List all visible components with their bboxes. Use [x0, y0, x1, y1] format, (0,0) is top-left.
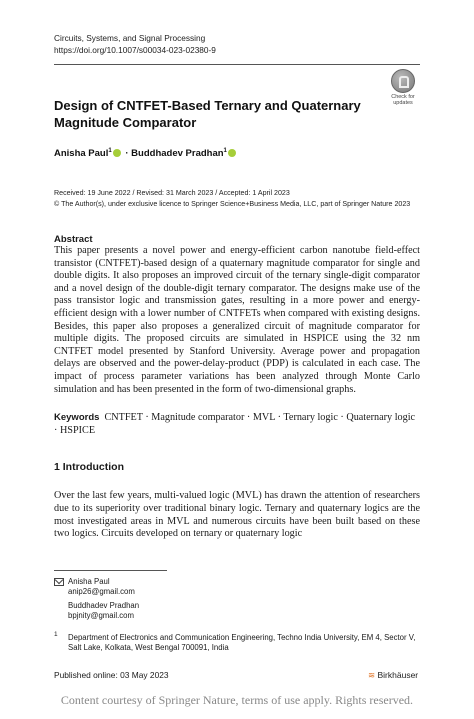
orcid-icon[interactable] [228, 149, 236, 157]
author-separator: · [125, 148, 129, 160]
introduction-heading: 1 Introduction [54, 461, 124, 473]
journal-header [54, 33, 216, 56]
keywords-text: CNTFET · Magnitude comparator · MVL · Ternary logic · Quaternary logic · HSPICE [54, 412, 416, 436]
introduction-text: Over the last few years, multi-valued logic (MVL) has drawn the attention of researchers due to its superiority over traditional binary logic. Ternary and quaternary logics are the most investigated areas in MVL and numerous circuits have been built based on these two logics. Circuits developed on ternary or quaternary logic [54, 490, 420, 540]
contact-email[interactable]: anip26@gmail.com [68, 587, 135, 597]
orcid-icon[interactable] [113, 149, 121, 157]
check-updates-icon [391, 69, 415, 93]
abstract-heading: Abstract [54, 234, 93, 245]
header-divider [54, 64, 420, 65]
contact-2 [68, 601, 139, 621]
abstract-text: This paper presents a novel power and energy-efficient carbon nanotube field-effect transistor (CNTFET)-based design of a quaternary magnitude comparator for single and double digits. It also proposes an improved circuit of the ternary single-digit comparator and a novel design of the double-digit ternary comparator. The designs make use of the pass transistor logic and transmission gates, resulting in a more power and energy-efficient design with a lower number of CNTFETs when compared with existing designs. Besides, this paper also proposes a generalized circuit of magnitude comparator for multiple digits. The proposed circuits are simulated in HSPICE using the 32 nm CNTFET model presented by Stanford University. Average power and propagation delays are observed and the power-delay-product (PDP) is calculated in each case. The impact of process parameter variations has been analyzed through Monte Carlo simulation and has been presented in the form of two-dimensional graphs. [54, 245, 420, 395]
badge-line-2: updates [393, 100, 413, 106]
envelope-icon [54, 578, 64, 586]
author-affil-sup: 1 [108, 148, 112, 154]
affiliation-text: Department of Electronics and Communication Engineering, Techno India University, EM 4, Sector V, Salt Lake, Kolkata, West Bengal 700091, India [68, 633, 416, 653]
affiliation-number: 1 [54, 631, 58, 638]
courtesy-notice: Content courtesy of Springer Nature, terms of use apply. Rights reserved. [60, 693, 414, 707]
published-date: Published online: 03 May 2023 [54, 670, 169, 680]
check-for-updates-badge[interactable] [386, 69, 420, 106]
badge-line-1: Check for [391, 94, 415, 100]
copyright-line: © The Author(s), under exclusive licence to Springer Science+Business Media, LLC, part of Springer Nature 2023 [54, 199, 411, 208]
author-name[interactable]: Buddhadev Pradhan [131, 148, 224, 160]
article-dates [54, 188, 410, 209]
contact-1 [68, 577, 135, 597]
journal-name: Circuits, Systems, and Signal Processing [54, 33, 206, 43]
footnote-divider [54, 570, 167, 571]
doi-link[interactable]: https://doi.org/10.1007/s00034-023-02380-9 [54, 44, 216, 55]
author-list [54, 148, 238, 159]
author-name[interactable]: Anisha Paul [54, 148, 109, 160]
publisher-name: Birkhäuser [377, 670, 419, 680]
contact-name: Buddhadev Pradhan [68, 601, 140, 610]
contact-email[interactable]: bpjnity@gmail.com [68, 611, 134, 621]
paper-title: Design of CNTFET-Based Ternary and Quaternary Magnitude Comparator [54, 98, 361, 130]
contact-name: Anisha Paul [68, 577, 110, 586]
publisher-logo [368, 670, 418, 681]
keywords-section [54, 412, 420, 438]
author-affil-sup: 1 [223, 148, 227, 154]
keywords-label: Keywords [54, 412, 100, 423]
birkhauser-icon: ≋ [368, 670, 376, 680]
history-dates: Received: 19 June 2022 / Revised: 31 March 2023 / Accepted: 1 April 2023 [54, 189, 290, 197]
